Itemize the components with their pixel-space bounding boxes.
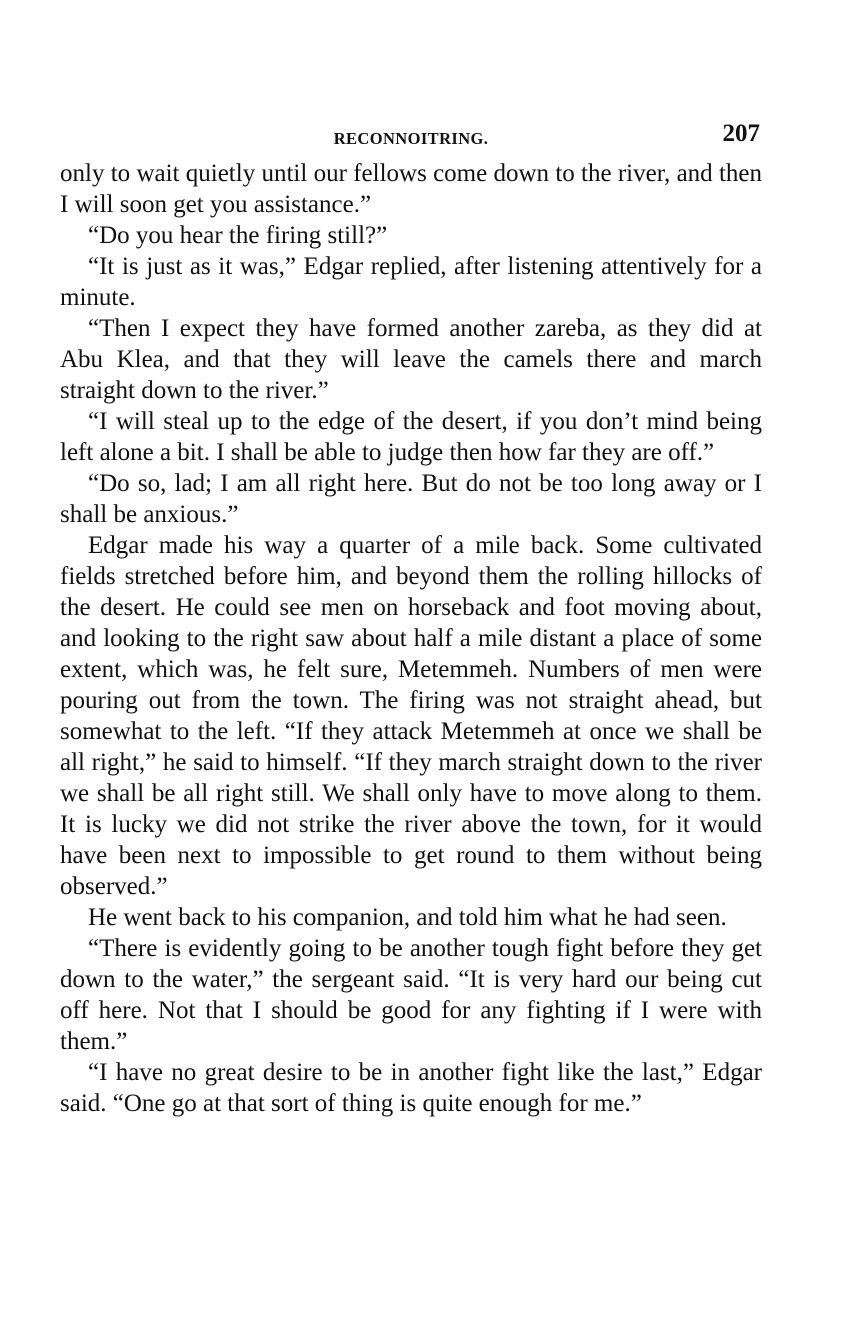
paragraph: “I will steal up to the edge of the desert, if you don’t mind being left alone a bit. I shall be able to judge then how far they are off.”: [60, 408, 762, 466]
paragraph: He went back to his companion, and told him what he had seen.: [88, 904, 727, 931]
body-text: [60, 158, 762, 1119]
running-head: RECONNOITRING.: [333, 129, 489, 148]
paragraph: “I have no great desire to be in another fight like the last,” Edgar said. “One go at that sort of thing is quite enough for me.”: [60, 1059, 762, 1117]
paragraph: “It is just as it was,” Edgar replied, after listening attentively for a minute.: [60, 253, 762, 311]
paragraph: “There is evidently going to be another tough fight before they get down to the water,” the sergeant said. “It is very hard our being cut off here. Not that I should be good for any fighting if I were with them.”: [60, 935, 762, 1055]
page-number: 207: [722, 120, 760, 147]
paragraph: “Do so, lad; I am all right here. But do not be too long away or I shall be anxious.”: [60, 470, 762, 528]
paragraph: Edgar made his way a quarter of a mile back. Some cultivated fields stretched before him, and beyond them the rolling hillocks of the desert. He could see men on horseback and foot moving about, and looking to the right saw about half a mile distant a place of some extent, which was, he felt sure, Metemmeh. Numbers of men were pouring out from the town. The firing was not straight ahead, but somewhat to the left. “If they attack Metemmeh at once we shall be all right,” he said to himself. “If they march straight down to the river we shall be all right still. We shall only have to move along to them. It is lucky we did not strike the river above the town, for it would have been next to impossible to get round to them without being observed.”: [60, 532, 762, 900]
paragraph: “Then I expect they have formed another zareba, as they did at Abu Klea, and that they will leave the camels there and march straight down to the river.”: [60, 315, 762, 404]
page-header: [60, 118, 762, 158]
paragraph: only to wait quietly until our fellows come down to the river, and then I will soon get you assistance.”: [60, 160, 762, 218]
paragraph: “Do you hear the firing still?”: [88, 222, 388, 249]
book-page: [60, 118, 762, 1119]
